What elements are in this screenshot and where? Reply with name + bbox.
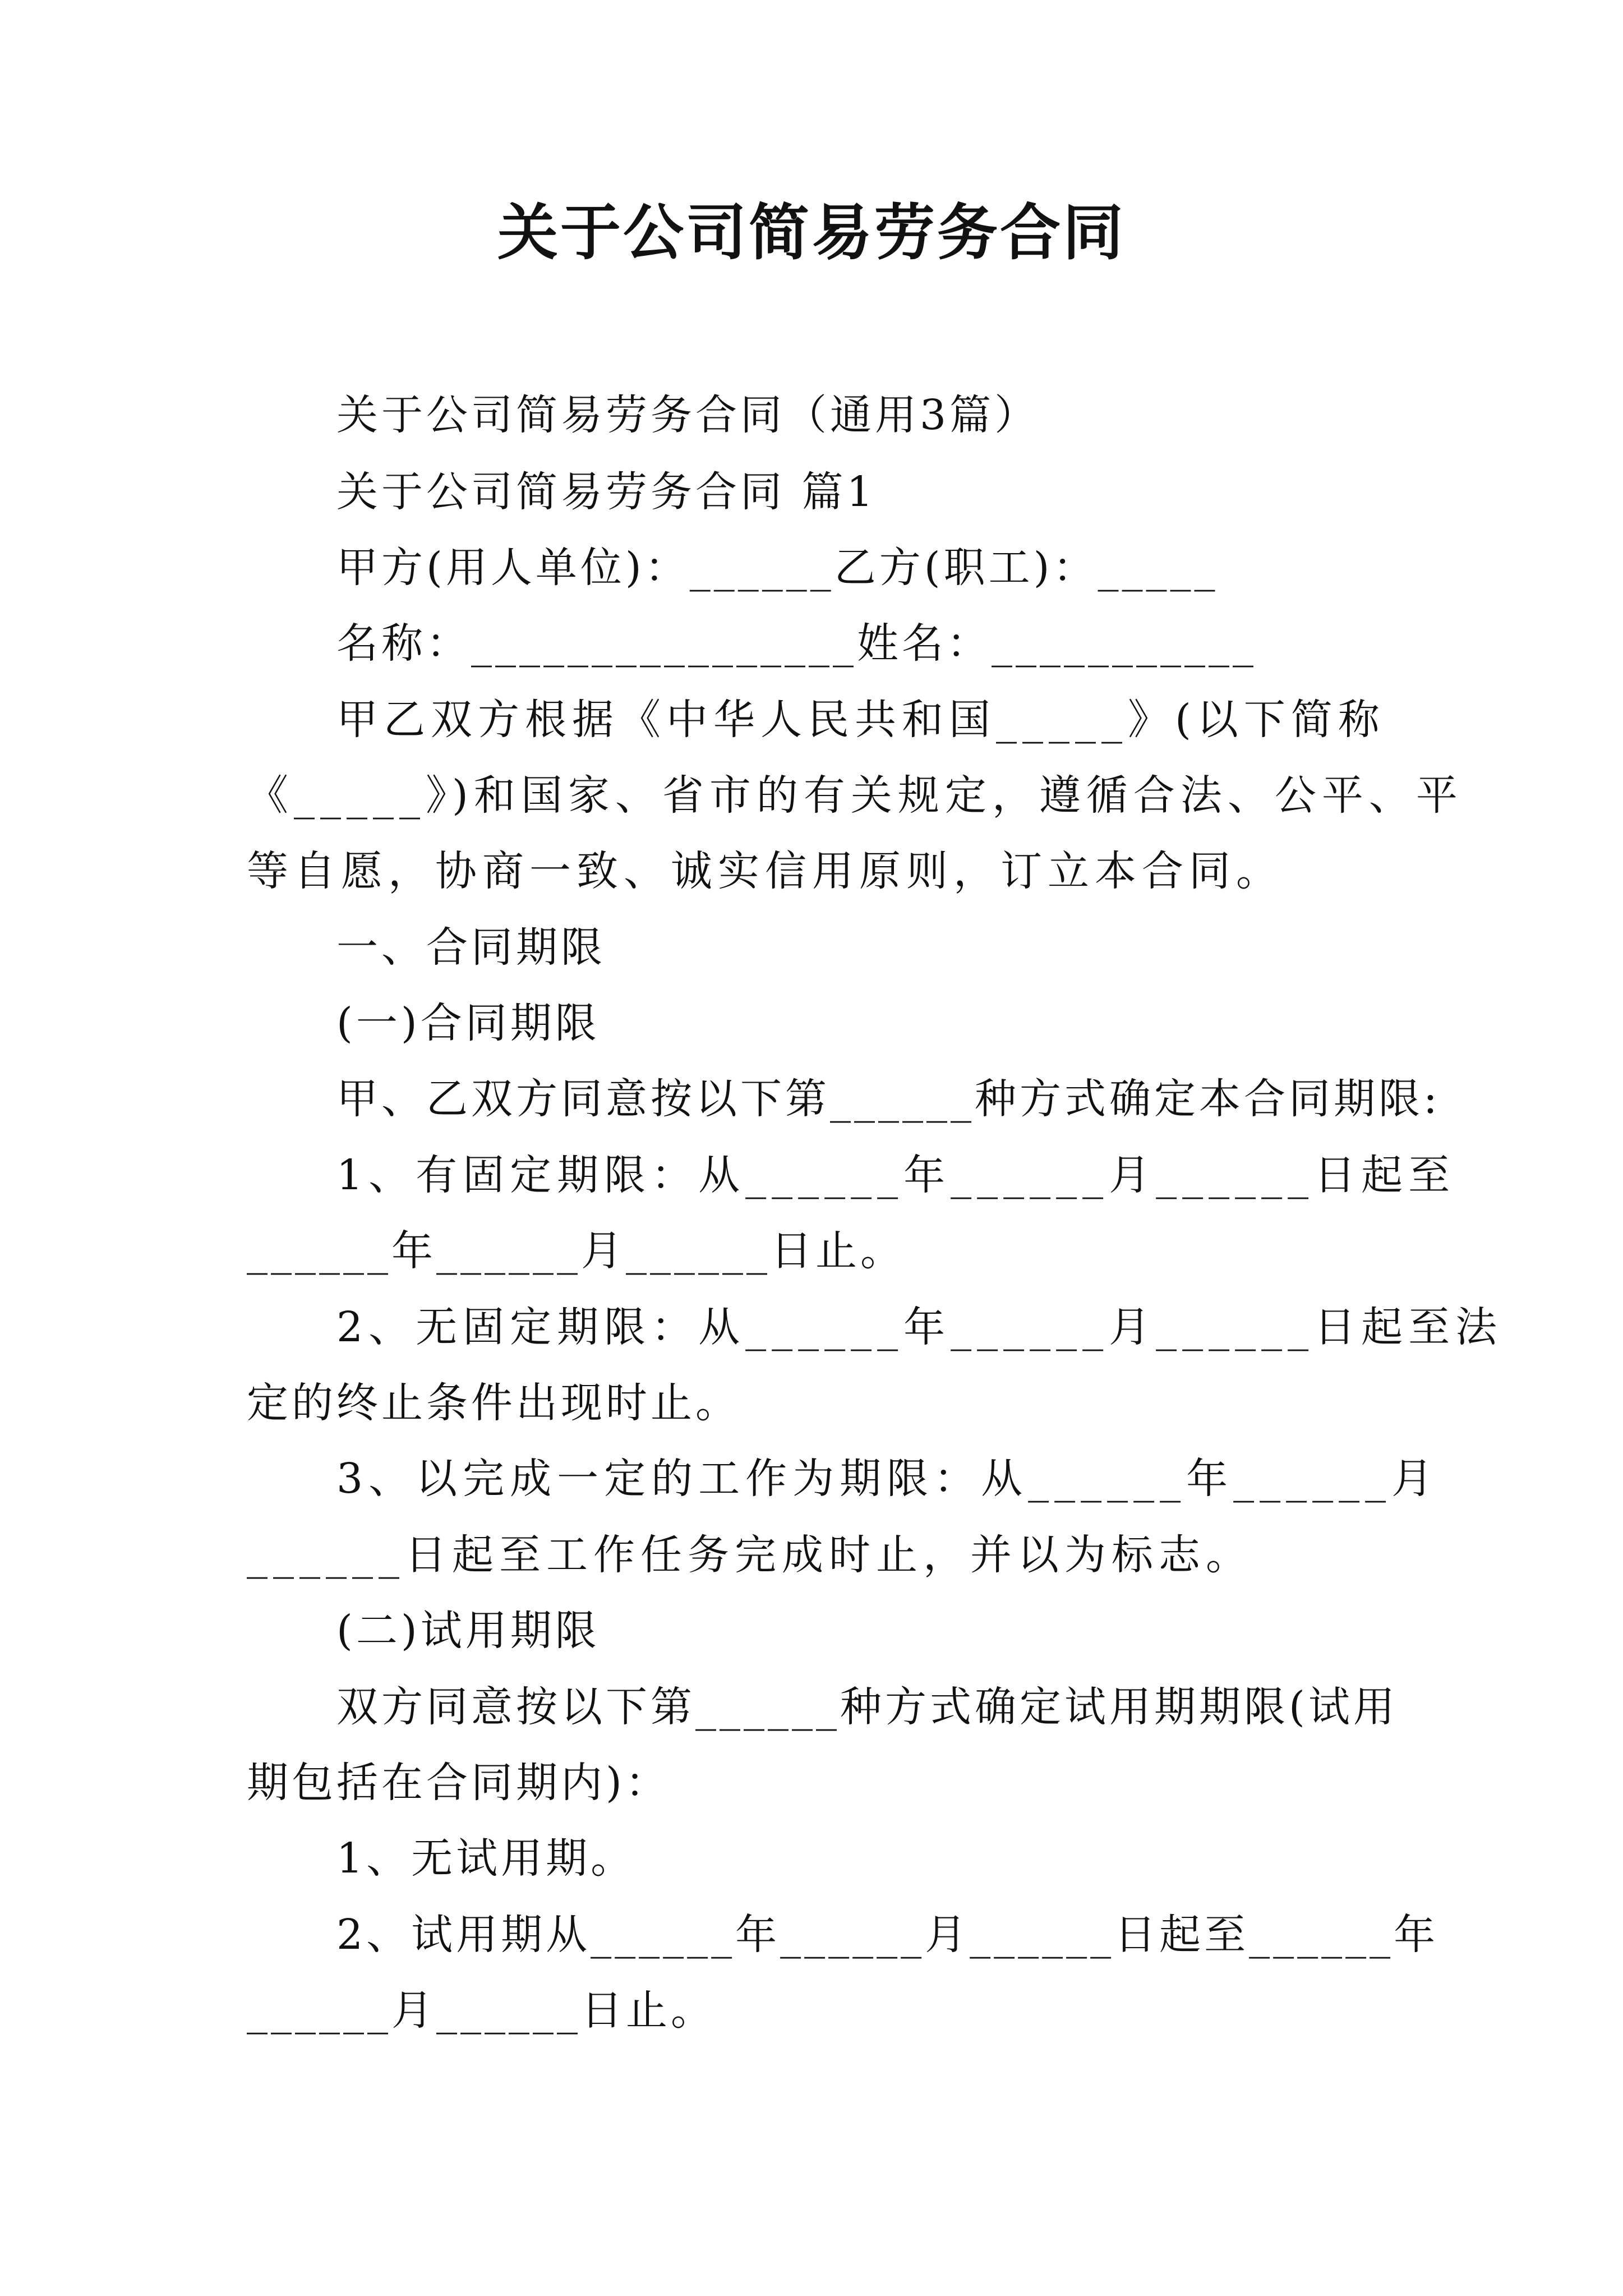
paragraph-line: 期包括在合同期内)： <box>247 1759 670 1807</box>
clause-subheading: (一)合同期限 <box>336 999 600 1047</box>
document-title: 关于公司简易劳务合同 <box>497 197 1126 268</box>
paragraph-line: 甲、乙双方同意按以下第______种方式确定本合同期限: <box>336 1075 1441 1123</box>
paragraph-line: 1、无试用期。 <box>336 1834 636 1883</box>
paragraph-line: 3、以完成一定的工作为期限：从______年______月 <box>336 1455 1439 1503</box>
paragraph-line: ______日起至工作任务完成时止，并以为标志。 <box>247 1531 1253 1579</box>
paragraph-line: 2、试用期从______年______月______日起至______年 <box>336 1911 1439 1959</box>
paragraph-line: 定的终止条件出现时止。 <box>247 1379 740 1427</box>
party-line: 甲方(用人单位)：______乙方(职工)：_____ <box>336 544 1219 592</box>
paragraph-line: 1、有固定期限：从______年______月______日起至 <box>336 1151 1456 1199</box>
subtitle-line: 关于公司简易劳务合同（通用3篇） <box>336 391 1040 439</box>
paragraph-line: ______月______日止。 <box>247 1986 716 2035</box>
paragraph-line: 甲乙双方根据《中华人民共和国_____》(以下简称 <box>336 696 1385 744</box>
paragraph-line: 双方同意按以下第______种方式确定试用期期限(试用 <box>336 1683 1398 1731</box>
paragraph-line: 2、无固定期限：从______年______月______日起至法 <box>336 1303 1503 1351</box>
clause-subheading: (二)试用期限 <box>336 1607 600 1655</box>
paragraph-line: 《_____》)和国家、省市的有关规定，遵循合法、公平、平 <box>247 771 1463 820</box>
clause-heading: 一、合同期限 <box>336 923 606 972</box>
name-line: 名称：________________姓名：___________ <box>336 619 1257 668</box>
paragraph-line: 等自愿，协商一致、诚实信用原则，订立本合同。 <box>247 847 1283 895</box>
paragraph-line: ______年______月______日止。 <box>247 1227 905 1275</box>
section-heading: 关于公司简易劳务合同 篇1 <box>336 468 877 516</box>
